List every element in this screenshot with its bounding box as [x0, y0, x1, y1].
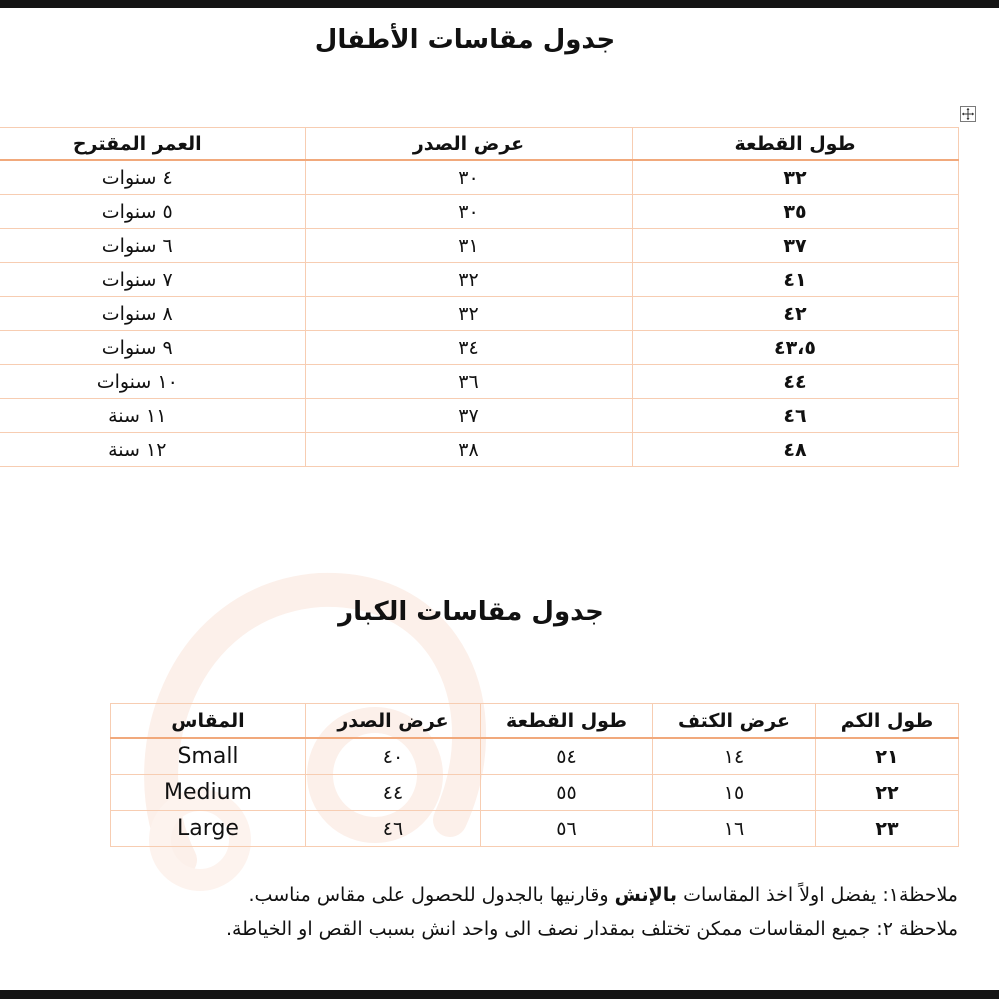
header-chest: عرض الصدر [305, 128, 632, 161]
chest-cell: ٤٤ [306, 775, 481, 811]
note-1-bold: بالإنش [614, 884, 678, 906]
table-row [0, 297, 958, 331]
length-cell: ٣٢ [632, 160, 958, 195]
chest-cell: ٣٠ [305, 160, 632, 195]
header-age: العمر المقترح [0, 128, 305, 161]
chest-cell: ٤٦ [306, 811, 481, 847]
table-row [0, 399, 958, 433]
size-cell: Small [111, 738, 306, 775]
chest-cell: ٣٨ [305, 433, 632, 467]
length-cell: ٣٥ [632, 195, 958, 229]
chest-cell: ٣١ [305, 229, 632, 263]
length-cell: ٥٦ [481, 811, 653, 847]
sleeve-cell: ٢٢ [816, 775, 959, 811]
length-cell: ٤٦ [632, 399, 958, 433]
table-header-row [0, 128, 958, 161]
chest-cell: ٤٠ [306, 738, 481, 775]
shoulder-cell: ١٤ [653, 738, 816, 775]
header-sleeve: طول الكم [816, 704, 959, 739]
length-cell: ٥٤ [481, 738, 653, 775]
size-cell: Medium [111, 775, 306, 811]
length-cell: ٤٣،٥ [632, 331, 958, 365]
table-row [0, 433, 958, 467]
notes-section [28, 878, 958, 946]
length-cell: ٤٨ [632, 433, 958, 467]
age-cell: ١٢ سنة [0, 433, 305, 467]
chest-cell: ٣٦ [305, 365, 632, 399]
kids-chart-title: جدول مقاسات الأطفال [314, 25, 616, 55]
length-cell: ٤٤ [632, 365, 958, 399]
age-cell: ٧ سنوات [0, 263, 305, 297]
shoulder-cell: ١٦ [653, 811, 816, 847]
age-cell: ٩ سنوات [0, 331, 305, 365]
length-cell: ٤١ [632, 263, 958, 297]
sleeve-cell: ٢٣ [816, 811, 959, 847]
sleeve-cell: ٢١ [816, 738, 959, 775]
note-1-prefix: ملاحظة١: يفضل اولاً اخذ المقاسات [677, 884, 958, 906]
length-cell: ٣٧ [632, 229, 958, 263]
bottom-frame-bar [0, 990, 999, 999]
shoulder-cell: ١٥ [653, 775, 816, 811]
note-2: ملاحظة ٢: جميع المقاسات ممكن تختلف بمقدار نصف الى واحد انش بسبب القص او الخياطة. [225, 918, 958, 940]
table-header-row [111, 704, 959, 739]
kids-size-table [0, 127, 959, 467]
chest-cell: ٣٧ [305, 399, 632, 433]
table-row [111, 811, 959, 847]
table-row [111, 775, 959, 811]
chest-cell: ٣٢ [305, 297, 632, 331]
table-row [0, 263, 958, 297]
table-row [0, 160, 958, 195]
length-cell: ٥٥ [481, 775, 653, 811]
adults-size-table [110, 703, 959, 847]
age-cell: ٥ سنوات [0, 195, 305, 229]
age-cell: ١٠ سنوات [0, 365, 305, 399]
table-row [0, 365, 958, 399]
table-row [0, 195, 958, 229]
table-row [111, 738, 959, 775]
header-shoulder: عرض الكتف [653, 704, 816, 739]
note-1 [28, 878, 958, 912]
age-cell: ٨ سنوات [0, 297, 305, 331]
note-1-suffix: وقارنيها بالجدول للحصول على مقاس مناسب. [248, 884, 615, 906]
header-length: طول القطعة [632, 128, 958, 161]
table-row [0, 331, 958, 365]
adults-chart-title: جدول مقاسات الكبار [338, 597, 604, 627]
header-size: المقاس [111, 704, 306, 739]
age-cell: ٤ سنوات [0, 160, 305, 195]
table-move-icon[interactable] [960, 106, 976, 122]
top-frame-bar [0, 0, 999, 8]
table-row [0, 229, 958, 263]
age-cell: ٦ سنوات [0, 229, 305, 263]
header-chest: عرض الصدر [306, 704, 481, 739]
header-length: طول القطعة [481, 704, 653, 739]
chest-cell: ٣٢ [305, 263, 632, 297]
size-cell: Large [111, 811, 306, 847]
chest-cell: ٣٤ [305, 331, 632, 365]
length-cell: ٤٢ [632, 297, 958, 331]
chest-cell: ٣٠ [305, 195, 632, 229]
age-cell: ١١ سنة [0, 399, 305, 433]
